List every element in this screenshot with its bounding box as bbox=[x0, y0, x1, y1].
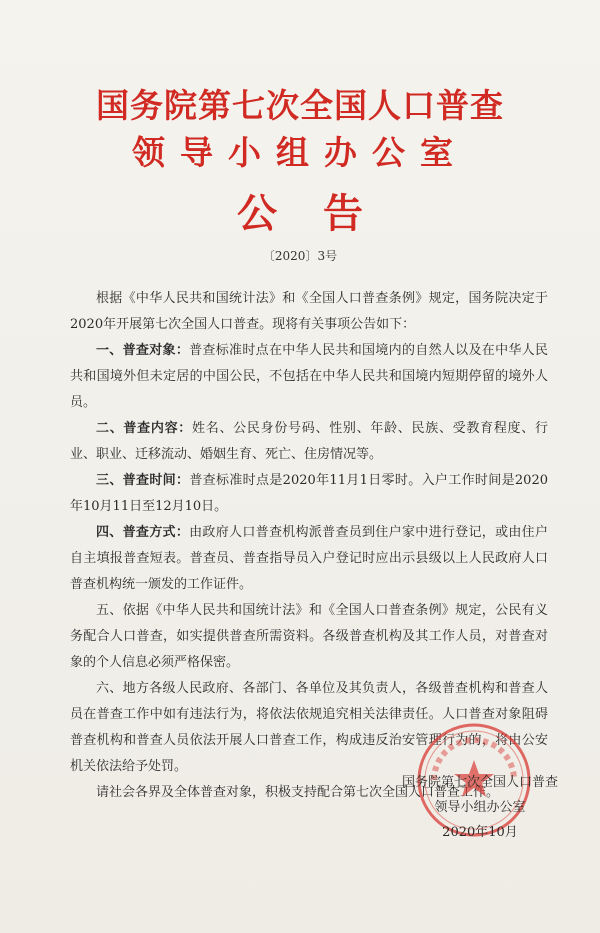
item-text: 普查标准时点在中华人民共和国境内的自然人以及在中华人民共和国境外但未定居的中国公民，不包括在中华人民共和国境内短期停留的境外人员。 bbox=[70, 343, 548, 410]
item-text: 六、地方各级人民政府、各部门、各单位及其负责人，各级普查机构和普查人员在普查工作中如有违法行为，将依法依规追究相关法律责任。人口普查对象阻碍普查机构和普查人员依法开展人口普查工作，构成违反治安管理行为的，将由公安机关依法给予处罚。 bbox=[70, 681, 548, 774]
item-paragraph bbox=[70, 338, 548, 416]
item-paragraph bbox=[70, 520, 548, 598]
item-label: 四、普查方式： bbox=[96, 525, 190, 540]
item-text: 姓名、公民身份号码、性别、年龄、民族、受教育程度、行业、职业、迁移流动、婚姻生育、死亡、住房情况等。 bbox=[70, 421, 548, 462]
signature-block bbox=[390, 770, 570, 845]
item-label: 一、普查对象： bbox=[96, 343, 190, 358]
intro-paragraph: 根据《中华人民共和国统计法》和《全国人口普查条例》规定，国务院决定于2020年开展第七次全国人口普查。现将有关事项公告如下： bbox=[70, 291, 548, 332]
signature-date: 2020年10月 bbox=[442, 825, 518, 840]
document-number: 〔2020〕3号 bbox=[262, 249, 338, 263]
signature-org-line-1: 国务院第七次全国人口普查 bbox=[401, 775, 558, 790]
item-label: 三、普查时间： bbox=[96, 473, 190, 488]
signature-org-line-2: 领导小组办公室 bbox=[434, 800, 526, 815]
item-label: 二、普查内容： bbox=[96, 421, 193, 436]
title-line-1: 国务院第七次全国人口普查 bbox=[96, 86, 504, 125]
title-announcement: 公告 bbox=[237, 190, 409, 237]
closing-paragraph: 请社会各界及全体普查对象，积极支持配合第七次全国人口普查工作。 bbox=[96, 785, 500, 800]
item-paragraph bbox=[70, 598, 548, 676]
item-paragraph bbox=[70, 468, 548, 520]
item-paragraph bbox=[70, 416, 548, 468]
title-line-2: 领导小组办公室 bbox=[132, 133, 468, 172]
item-text: 五、依据《中华人民共和国统计法》和《全国人口普查条例》规定，公民有义务配合人口普查，如实提供普查所需资料。各级普查机构及其工作人员，对普查对象的个人信息必须严格保密。 bbox=[70, 603, 548, 670]
item-text: 由政府人口普查机构派普查员到住户家中进行登记，或由住户自主填报普查短表。普查员、普查指导员入户登记时应出示县级以上人民政府人口普查机构统一颁发的工作证件。 bbox=[70, 525, 548, 592]
item-text: 普查标准时点是2020年11月1日零时。入户工作时间是2020年10月11日至12月10日。 bbox=[70, 473, 548, 514]
